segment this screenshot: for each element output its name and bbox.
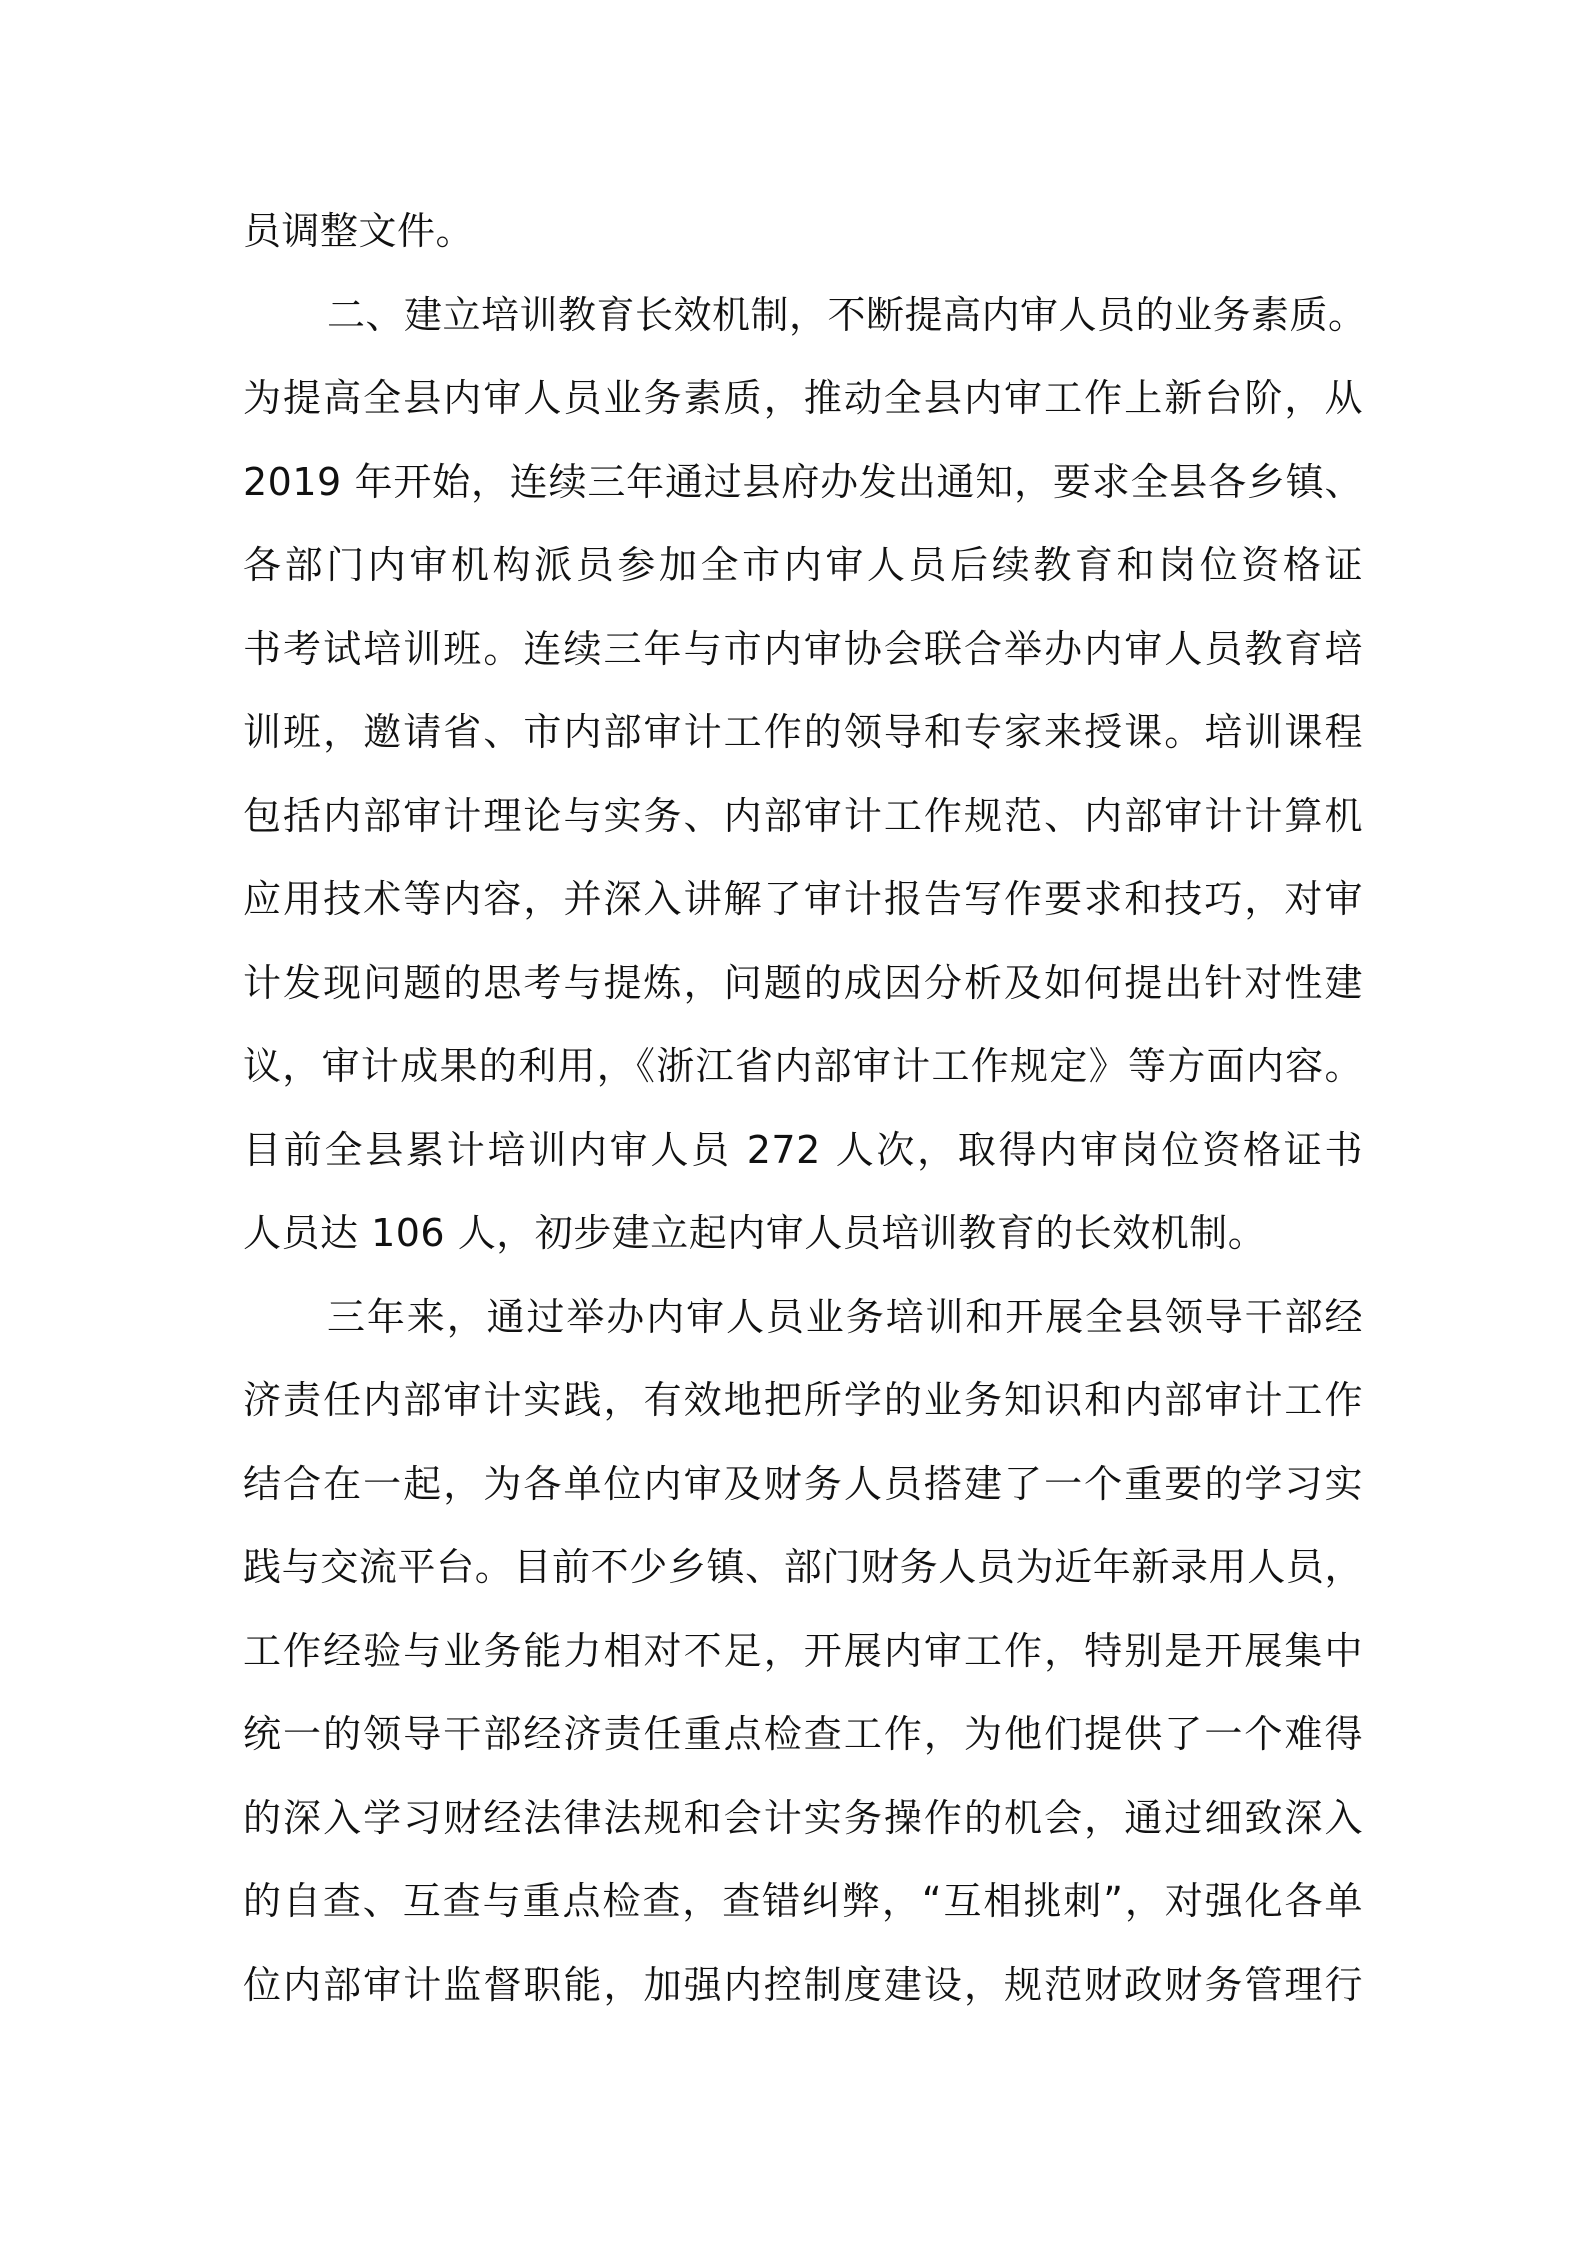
text-line: 议，审计成果的利用，《浙江省内部审计工作规定》等方面内容。: [243, 1044, 1363, 1088]
text-line: 践与交流平台。目前不少乡镇、部门财务人员为近年新录用人员，: [243, 1545, 1363, 1589]
text-line: 训班，邀请省、市内部审计工作的领导和专家来授课。培训课程: [243, 710, 1363, 754]
text-line: 员调整文件。: [243, 209, 475, 253]
text-line: 2019 年开始，连续三年通过县府办发出通知，要求全县各乡镇、: [243, 459, 1363, 504]
text-line: 书考试培训班。连续三年与市内审协会联合举办内审人员教育培: [243, 626, 1363, 671]
paragraph-start-line: 三年来，通过举办内审人员业务培训和开展全县领导干部经: [327, 1294, 1363, 1339]
text-line: 工作经验与业务能力相对不足，开展内审工作，特别是开展集中: [243, 1628, 1363, 1673]
text-line: 包括内部审计理论与实务、内部审计工作规范、内部审计计算机: [243, 793, 1363, 838]
text-line: 目前全县累计培训内审人员 272 人次，取得内审岗位资格证书: [243, 1127, 1363, 1172]
body-text: [243, 190, 1367, 2027]
text-line: 计发现问题的思考与提炼，问题的成因分析及如何提出针对性建: [243, 960, 1363, 1005]
text-line: 人员达 106 人，初步建立起内审人员培训教育的长效机制。: [243, 1211, 1267, 1255]
text-line: 统一的领导干部经济责任重点检查工作，为他们提供了一个难得: [243, 1712, 1363, 1756]
text-line: 为提高全县内审人员业务素质，推动全县内审工作上新台阶，从: [243, 376, 1363, 420]
text-line: 济责任内部审计实践，有效地把所学的业务知识和内部审计工作: [243, 1378, 1363, 1422]
text-line: 结合在一起，为各单位内审及财务人员搭建了一个重要的学习实: [243, 1461, 1363, 1506]
section-heading: 二、建立培训教育长效机制，不断提高内审人员的业务素质。: [327, 292, 1367, 337]
text-line: 位内部审计监督职能，加强内控制度建设，规范财政财务管理行: [243, 1962, 1363, 2007]
text-line: 的自查、互查与重点检查，查错纠弊，“互相挑刺”，对强化各单: [243, 1879, 1363, 1923]
text-line: 各部门内审机构派员参加全市内审人员后续教育和岗位资格证: [243, 543, 1363, 587]
text-line: 应用技术等内容，并深入讲解了审计报告写作要求和技巧，对审: [243, 877, 1363, 921]
text-line: 的深入学习财经法律法规和会计实务操作的机会，通过细致深入: [243, 1795, 1363, 1840]
